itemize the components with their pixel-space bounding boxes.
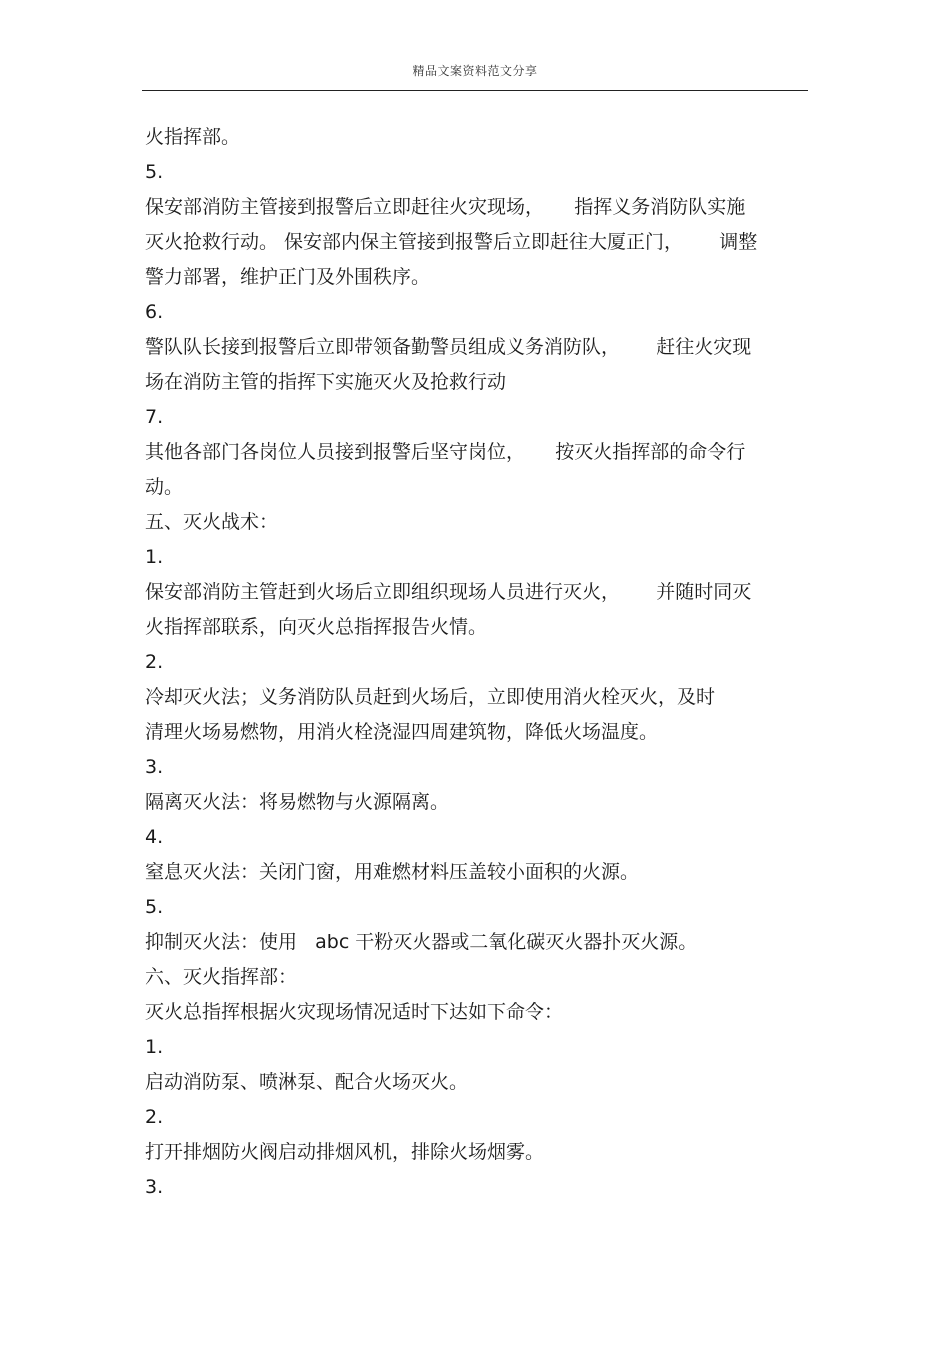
page-header: 精品文案资料范文分享	[412, 64, 538, 78]
text-line: 隔离灭火法：将易燃物与火源隔离。	[145, 791, 450, 813]
text-line: 3.	[145, 756, 164, 778]
text-line: 灭火抢救行动。 保安部内保主管接到报警后立即赶往大厦正门， 调整	[145, 231, 758, 253]
text-line: 其他各部门各岗位人员接到报警后坚守岗位， 按灭火指挥部的命令行	[145, 441, 746, 463]
text-line: 动。	[145, 476, 184, 498]
text-line: 1.	[145, 546, 164, 568]
section-heading: 六、灭火指挥部：	[145, 966, 298, 988]
document-body	[145, 120, 810, 1205]
text-line: 1.	[145, 1036, 164, 1058]
text-line: 警队队长接到报警后立即带领备勤警员组成义务消防队， 赶往火灾现	[145, 336, 752, 358]
text-line: 警力部署，维护正门及外围秩序。	[145, 266, 431, 288]
text-line: 7.	[145, 406, 164, 428]
text-line: 火指挥部联系，向灭火总指挥报告火情。	[145, 616, 488, 638]
text-line: 清理火场易燃物，用消火栓浇湿四周建筑物，降低火场温度。	[145, 721, 659, 743]
text-line: 6.	[145, 301, 164, 323]
text-line: 冷却灭火法；义务消防队员赶到火场后，立即使用消火栓灭火，及时	[145, 686, 716, 708]
text-line: 3.	[145, 1176, 164, 1198]
header-divider	[142, 90, 808, 91]
text-line: 5.	[145, 896, 164, 918]
text-line: 灭火总指挥根据火灾现场情况适时下达如下命令：	[145, 1001, 564, 1023]
text-line: 启动消防泵、喷淋泵、配合火场灭火。	[145, 1071, 469, 1093]
text-line: 2.	[145, 1106, 164, 1128]
text-line: 火指挥部。	[145, 126, 241, 148]
text-line: 保安部消防主管接到报警后立即赶往火灾现场， 指挥义务消防队实施	[145, 196, 746, 218]
section-heading: 五、灭火战术：	[145, 511, 279, 533]
text-line: 打开排烟防火阀启动排烟风机，排除火场烟雾。	[145, 1141, 545, 1163]
text-line: 5.	[145, 161, 164, 183]
text-line: 4.	[145, 826, 164, 848]
text-line: 场在消防主管的指挥下实施灭火及抢救行动	[145, 371, 507, 393]
text-line: 抑制灭火法：使用 abc 干粉灭火器或二氧化碳灭火器扑灭火源。	[145, 931, 698, 953]
text-line: 2.	[145, 651, 164, 673]
text-line: 窒息灭火法：关闭门窗，用难燃材料压盖较小面积的火源。	[145, 861, 640, 883]
text-line: 保安部消防主管赶到火场后立即组织现场人员进行灭火， 并随时同灭	[145, 581, 752, 603]
